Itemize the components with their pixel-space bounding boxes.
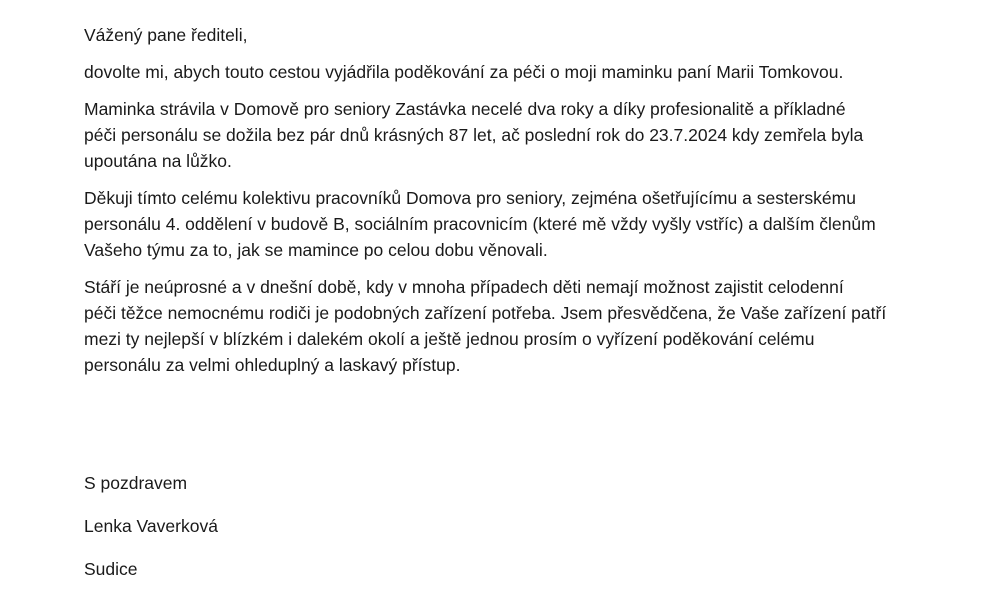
- paragraph-line: Děkuji tímto celému kolektivu pracovníků Domova pro seniory, zejména ošetřujícímu a sesterskému: [84, 188, 856, 208]
- paragraph-line: péči personálu se dožila bez pár dnů krásných 87 let, ač poslední rok do 23.7.2024 kdy zemřela byla: [84, 125, 864, 145]
- paragraph-thanks-staff: [84, 185, 964, 263]
- signature-name: Lenka Vaverková: [84, 516, 218, 536]
- closing-block: [84, 470, 218, 599]
- paragraph-line: mezi ty nejlepší v blízkém i dalekém okolí a ještě jednou prosím o vyřízení poděkování celému: [84, 329, 815, 349]
- paragraph-gratitude: [84, 59, 964, 85]
- letter-body: [84, 22, 964, 389]
- paragraph-line: personálu 4. oddělení v budově B, sociálním pracovnicím (které mě vždy vyšly vstříc) a dalším členům: [84, 214, 876, 234]
- paragraph-line: Stáří je neúprosné a v dnešní době, kdy v mnoha případech děti nemají možnost zajistit celodenní: [84, 277, 844, 297]
- paragraph-line: personálu za velmi ohleduplný a laskavý přístup.: [84, 355, 461, 375]
- salutation: Vážený pane řediteli,: [84, 25, 248, 45]
- paragraph-line: péči těžce nemocnému rodiči je podobných zařízení potřeba. Jsem přesvědčena, že Vaše zařízení patří: [84, 303, 887, 323]
- paragraph-stay: [84, 96, 964, 174]
- closing-greeting: S pozdravem: [84, 473, 188, 493]
- paragraph-line: upoutána na lůžko.: [84, 151, 232, 171]
- paragraph-line: Maminka strávila v Domově pro seniory Zastávka necelé dva roky a díky profesionalitě a příkladné: [84, 99, 846, 119]
- paragraph-line: Vašeho týmu za to, jak se mamince po celou dobu věnovali.: [84, 240, 548, 260]
- paragraph-old-age: [84, 274, 964, 378]
- signature-place: Sudice: [84, 559, 138, 579]
- paragraph-line: dovolte mi, abych touto cestou vyjádřila poděkování za péči o moji maminku paní Marii Tomkovou.: [84, 62, 844, 82]
